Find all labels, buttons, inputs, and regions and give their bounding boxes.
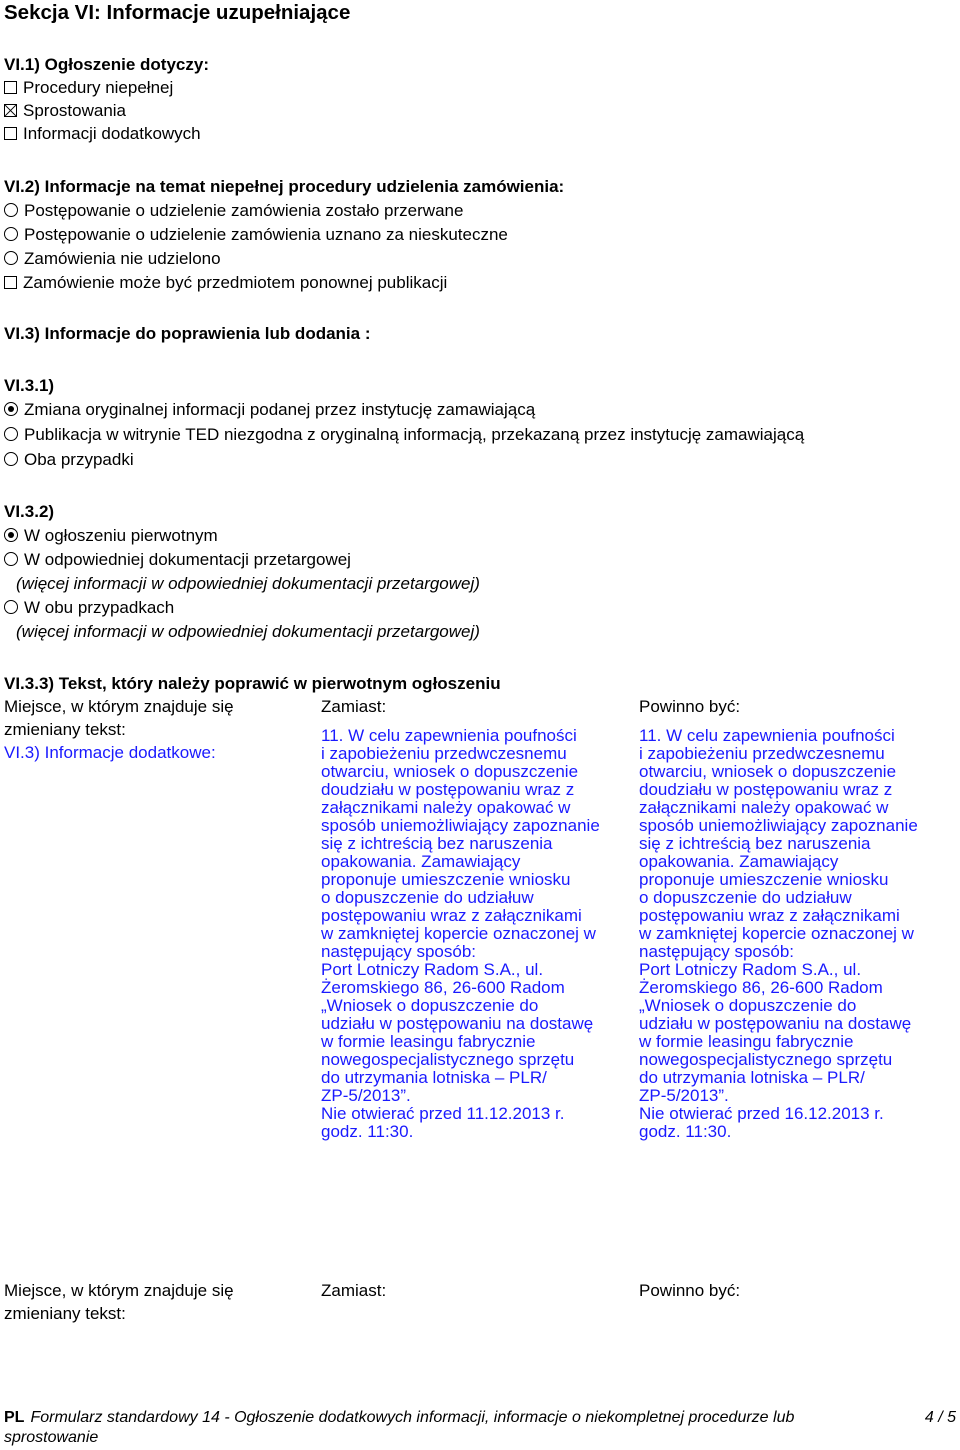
should-line: w zamkniętej kopercie oznaczonej w (639, 924, 914, 943)
checkbox-unchecked-icon[interactable] (4, 276, 17, 289)
instead-label: Zamiast: (321, 697, 387, 716)
place-label-1: Miejsce, w którym znajduje się (4, 1281, 234, 1300)
vi32-radio-oba[interactable] (4, 596, 174, 620)
place-label-2: zmieniany tekst: (4, 720, 126, 739)
vi32-note-oba: (więcej informacji w odpowiedniej dokumentacji przetargowej) (16, 622, 480, 641)
instead-line: i zapobieżeniu przedwczesnemu (321, 744, 567, 763)
page-footer (4, 1408, 874, 1448)
vi31-radio-zmiana[interactable] (4, 398, 535, 422)
should-label: Powinno być: (639, 1281, 741, 1300)
place-label-1: Miejsce, w którym znajduje się (4, 697, 234, 716)
vi1-option-sprostowania[interactable] (4, 99, 126, 123)
should-line: następujący sposób: (639, 942, 794, 961)
should-line: proponuje umieszczenie wniosku (639, 870, 889, 889)
radio-unselected-icon[interactable] (4, 552, 18, 566)
vi2-radio-label: Zamówienia nie udzielono (24, 249, 221, 268)
checkbox-unchecked-icon[interactable] (4, 81, 17, 94)
should-line: w formie leasingu fabrycznie (639, 1032, 854, 1051)
radio-selected-icon[interactable] (4, 528, 18, 542)
should-label: Powinno być: (639, 697, 741, 716)
should-line: załącznikami należy opakować w (639, 798, 889, 817)
footer-form-title-cont: sprostowanie (4, 1429, 99, 1446)
vi32-radio-label: W ogłoszeniu pierwotnym (24, 526, 218, 545)
should-line: opakowania. Zamawiający (639, 852, 839, 871)
instead-line: Nie otwierać przed 11.12.2013 r. (321, 1104, 565, 1123)
instead-line: sposób uniemożliwiający zapoznanie (321, 816, 600, 835)
checkbox-unchecked-icon[interactable] (4, 127, 17, 140)
page-number: 4 / 5 (924, 1409, 956, 1426)
vi1-option-informacji[interactable] (4, 122, 201, 146)
radio-unselected-icon[interactable] (4, 452, 18, 466)
checkbox-checked-icon[interactable] (4, 104, 17, 117)
instead-line: w formie leasingu fabrycznie (321, 1032, 536, 1051)
vi31-heading: VI.3.1) (4, 376, 55, 395)
should-line: otwarciu, wniosek o dopuszczenie (639, 762, 897, 781)
should-text (639, 727, 918, 1141)
should-line: o dopuszczenie do udziałuw (639, 888, 852, 907)
should-line: ZP-5/2013”. (639, 1086, 729, 1105)
place-label-2: zmieniany tekst: (4, 1304, 126, 1323)
vi2-radio-nie-udzielono[interactable] (4, 247, 221, 271)
radio-unselected-icon[interactable] (4, 427, 18, 441)
vi31-radio-publikacja-ted[interactable] (4, 423, 804, 447)
vi32-radio-label: W odpowiedniej dokumentacji przetargowej (24, 550, 351, 569)
vi32-radio-dokumentacja[interactable] (4, 548, 351, 572)
vi1-option-label: Informacji dodatkowych (23, 124, 201, 143)
vi33-heading: VI.3.3) Tekst, który należy poprawić w pierwotnym ogłoszeniu (4, 674, 501, 693)
vi31-radio-label: Zmiana oryginalnej informacji podanej przez instytucję zamawiającą (24, 400, 536, 419)
should-line: Żeromskiego 86, 26-600 Radom (639, 978, 883, 997)
vi32-radio-label: W obu przypadkach (24, 598, 175, 617)
instead-line: proponuje umieszczenie wniosku (321, 870, 571, 889)
radio-unselected-icon[interactable] (4, 227, 18, 241)
vi2-radio-label: Postępowanie o udzielenie zamówienia zostało przerwane (24, 201, 464, 220)
instead-line: się z ichtreścią bez naruszenia (321, 834, 553, 853)
instead-line: udziału w postępowaniu na dostawę (321, 1014, 594, 1033)
vi1-option-label: Procedury niepełnej (23, 78, 174, 97)
instead-line: „Wniosek o dopuszczenie do (321, 996, 539, 1015)
should-line: się z ichtreścią bez naruszenia (639, 834, 871, 853)
instead-line: godz. 11:30. (321, 1122, 414, 1141)
instead-line: następujący sposób: (321, 942, 476, 961)
vi32-radio-pierwotne[interactable] (4, 524, 218, 548)
vi32-note-dokumentacja: (więcej informacji w odpowiedniej dokumentacji przetargowej) (16, 574, 480, 593)
vi31-radio-label: Oba przypadki (24, 450, 134, 469)
should-line: sposób uniemożliwiający zapoznanie (639, 816, 918, 835)
radio-unselected-icon[interactable] (4, 251, 18, 265)
vi2-checkbox-ponowna-publikacja[interactable] (4, 271, 447, 295)
vi2-radio-label: Postępowanie o udzielenie zamówienia uznano za nieskuteczne (24, 225, 508, 244)
instead-line: 11. W celu zapewnienia poufności (321, 726, 577, 745)
instead-label: Zamiast: (321, 1281, 387, 1300)
should-line: Nie otwierać przed 16.12.2013 r. (639, 1104, 884, 1123)
should-line: godz. 11:30. (639, 1122, 732, 1141)
instead-line: Żeromskiego 86, 26-600 Radom (321, 978, 565, 997)
section-title: Sekcja VI: Informacje uzupełniające (4, 1, 351, 24)
instead-line: Port Lotniczy Radom S.A., ul. (321, 960, 544, 979)
radio-unselected-icon[interactable] (4, 203, 18, 217)
instead-line: nowegospecjalistycznego sprzętu (321, 1050, 575, 1069)
footer-form-title: Formularz standardowy 14 - Ogłoszenie dodatkowych informacji, informacje o niekompletnej procedurze lub (30, 1409, 795, 1426)
should-line: i zapobieżeniu przedwczesnemu (639, 744, 885, 763)
should-line: „Wniosek o dopuszczenie do (639, 996, 857, 1015)
vi32-heading: VI.3.2) (4, 502, 55, 521)
should-line: postępowaniu wraz z załącznikami (639, 906, 900, 925)
vi1-option-procedury[interactable] (4, 76, 173, 100)
instead-line: ZP-5/2013”. (321, 1086, 411, 1105)
vi31-radio-oba[interactable] (4, 448, 134, 472)
vi2-checkbox-label: Zamówienie może być przedmiotem ponownej publikacji (23, 273, 448, 292)
instead-line: do utrzymania lotniska – PLR/ (321, 1068, 547, 1087)
instead-text (321, 727, 600, 1141)
radio-unselected-icon[interactable] (4, 600, 18, 614)
footer-lang: PL (4, 1409, 25, 1426)
should-line: do utrzymania lotniska – PLR/ (639, 1068, 865, 1087)
should-line: Port Lotniczy Radom S.A., ul. (639, 960, 862, 979)
should-line: nowegospecjalistycznego sprzętu (639, 1050, 893, 1069)
vi2-radio-nieskuteczne[interactable] (4, 223, 508, 247)
instead-line: doudziału w postępowaniu wraz z (321, 780, 575, 799)
vi31-radio-label: Publikacja w witrynie TED niezgodna z oryginalną informacją, przekazaną przez instytucję zamawiającą (24, 425, 805, 444)
vi3-heading: VI.3) Informacje do poprawienia lub dodania : (4, 324, 371, 343)
instead-line: o dopuszczenie do udziałuw (321, 888, 534, 907)
instead-line: w zamkniętej kopercie oznaczonej w (321, 924, 596, 943)
place-value: VI.3) Informacje dodatkowe: (4, 743, 216, 762)
vi1-option-label: Sprostowania (23, 101, 127, 120)
vi2-radio-przerwane[interactable] (4, 199, 463, 223)
instead-line: opakowania. Zamawiający (321, 852, 521, 871)
should-line: 11. W celu zapewnienia poufności (639, 726, 895, 745)
vi2-heading: VI.2) Informacje na temat niepełnej procedury udzielenia zamówienia: (4, 177, 565, 196)
should-line: doudziału w postępowaniu wraz z (639, 780, 893, 799)
instead-line: postępowaniu wraz z załącznikami (321, 906, 582, 925)
instead-line: otwarciu, wniosek o dopuszczenie (321, 762, 579, 781)
radio-selected-icon[interactable] (4, 402, 18, 416)
instead-line: załącznikami należy opakować w (321, 798, 571, 817)
vi1-heading: VI.1) Ogłoszenie dotyczy: (4, 55, 209, 74)
should-line: udziału w postępowaniu na dostawę (639, 1014, 912, 1033)
